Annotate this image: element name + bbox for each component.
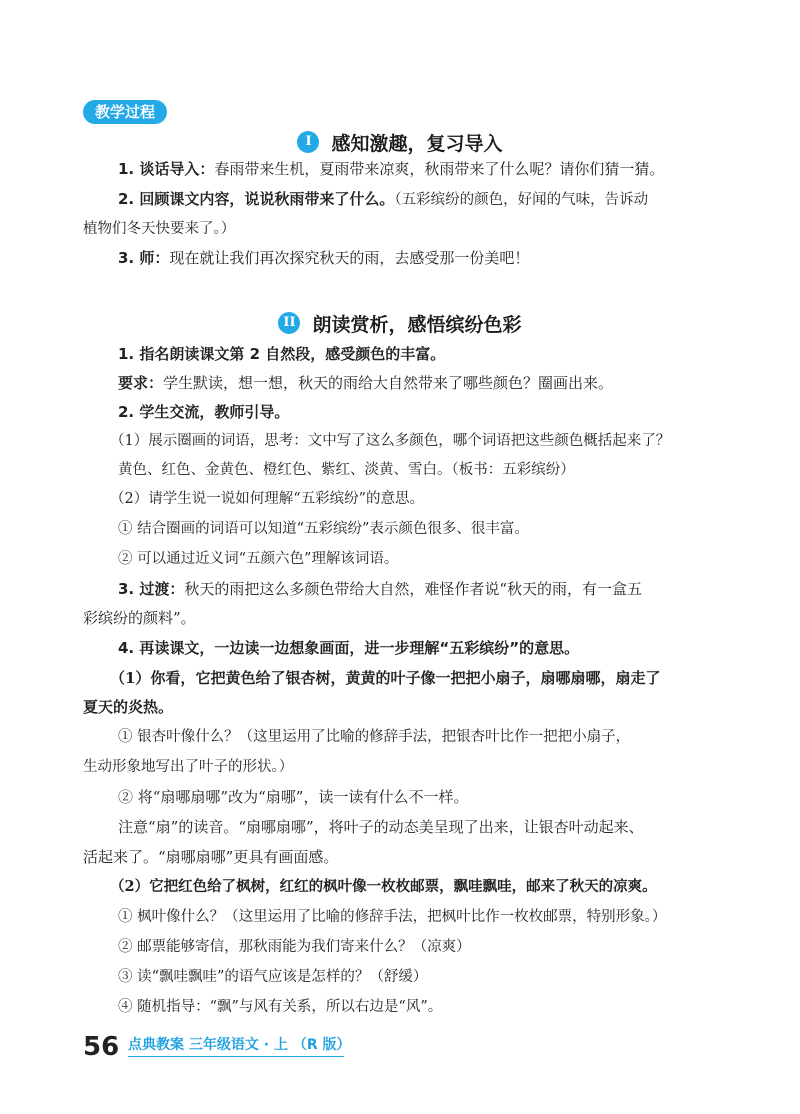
item-label: 3. 过渡： [118,580,185,598]
paragraph: ① 枫叶像什么？（这里运用了比喻的修辞手法，把枫叶比作一枚枚邮票，特别形象。） [118,909,667,925]
section-number-badge: II [278,312,300,334]
section-heading-2 [0,310,800,336]
paragraph: ④ 随机指导：“飘”与风有关系，所以右边是“风”。 [118,999,443,1015]
paragraph [118,188,748,211]
paragraph [118,578,748,600]
item-text: 春雨带来生机，夏雨带来凉爽，秋雨带来了什么呢？请你们猜一猜。 [214,160,665,178]
section-title: 朗读赏析，感悟缤纷色彩 [312,313,522,336]
item-text: 学生默读，想一想，秋天的雨给大自然带来了哪些颜色？圈画出来。 [163,374,614,392]
paragraph: 2. 学生交流，教师引导。 [118,403,290,421]
item-label: 1. 谈话导入： [118,160,215,178]
section-number-badge: I [297,131,319,153]
paragraph-continuation: 活起来了。“扇哪扇哪”更具有画面感。 [83,848,339,866]
page-number: 56 [83,1032,120,1062]
item-label: 要求： [118,374,164,392]
paragraph: ③ 读“飘哇飘哇”的语气应该是怎样的？（舒缓） [118,969,428,985]
paragraph-continuation: 彩缤纷的颜料”。 [83,609,196,627]
book-title: 点典教案 三年级语文 · 上 （R 版） [128,1037,351,1053]
item-label: 3. 师： [118,249,170,267]
paragraph: ② 将“扇哪扇哪”改为“扇哪”，读一读有什么不一样。 [118,788,469,806]
paragraph: （2）请学生说一说如何理解“五彩缤纷”的意思。 [110,491,425,507]
paragraph: 黄色、红色、金黄色、橙红色、紫红、淡黄、雪白。（板书：五彩缤纷） [118,462,575,478]
paragraph-continuation: 植物们冬天快要来了。） [83,221,236,237]
section-heading-1 [0,129,800,155]
paragraph-continuation: 生动形象地写出了叶子的形状。） [83,759,294,775]
paragraph [118,247,748,269]
item-text: （五彩缤纷的颜色，好闻的气味，告诉动 [394,192,649,208]
paragraph: ② 可以通过近义词“五颜六色”理解该词语。 [118,551,399,567]
item-text: 秋天的雨把这么多颜色带给大自然，难怪作者说“秋天的雨，有一盒五 [184,580,643,598]
paragraph: 4. 再读课文，一边读一边想象画面，进一步理解“五彩缤纷”的意思。 [118,639,580,657]
paragraph: 注意“扇”的读音。“扇哪扇哪”，将叶子的动态美呈现了出来，让银杏叶动起来、 [118,818,644,836]
paragraph: （1）展示圈画的词语，思考：文中写了这么多颜色，哪个词语把这些颜色概括起来了？ [110,433,671,449]
paragraph: 1. 指名朗读课文第 2 自然段，感受颜色的丰富。 [118,345,446,363]
paragraph: ② 邮票能够寄信，那秋雨能为我们寄来什么？（凉爽） [118,939,471,955]
paragraph: （2）它把红色给了枫树，红红的枫叶像一枚枚邮票，飘哇飘哇，邮来了秋天的凉爽。 [110,878,657,895]
paragraph: ① 银杏叶像什么？（这里运用了比喻的修辞手法，把银杏叶比作一把把小扇子， [118,729,631,745]
item-text: 现在就让我们再次探究秋天的雨，去感受那一份美吧！ [169,249,530,267]
paragraph [118,372,748,394]
item-label: 2. 回顾课文内容，说说秋雨带来了什么。 [118,190,395,208]
paragraph [118,158,748,180]
paragraph: （1）你看，它把黄色给了银杏树，黄黄的叶子像一把把小扇子，扇哪扇哪，扇走了 [110,669,661,687]
section-title: 感知激趣，复习导入 [331,132,503,155]
paragraph-continuation: 夏天的炎热。 [83,698,174,716]
footer-divider [128,1056,344,1057]
section-tag: 教学过程 [83,100,167,124]
paragraph: ① 结合圈画的词语可以知道“五彩缤纷”表示颜色很多、很丰富。 [118,521,529,537]
